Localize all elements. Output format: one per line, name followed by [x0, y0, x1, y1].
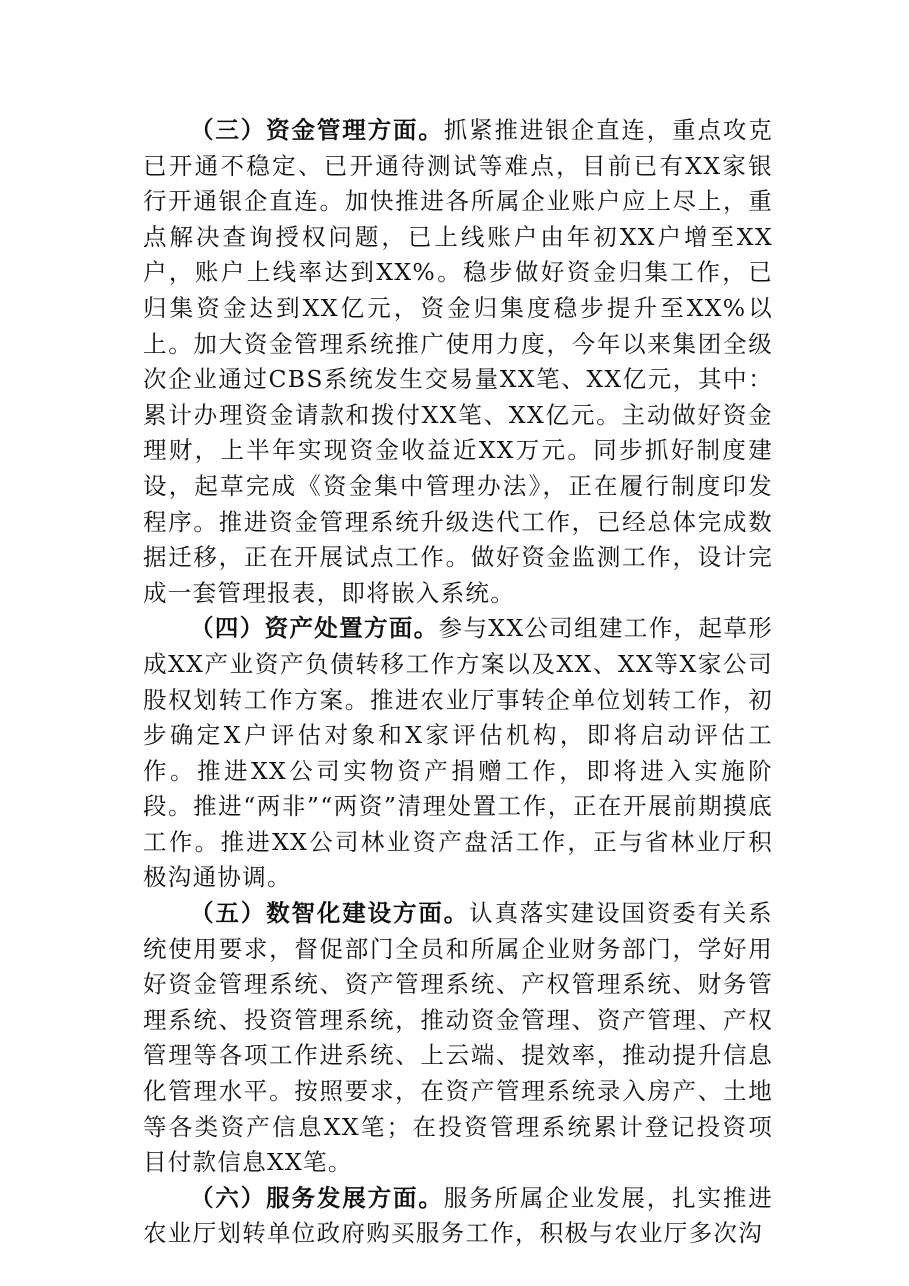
section-heading-capital-management: （三）资金管理方面。	[190, 116, 444, 144]
section-text-service-development: 服务所属企业发展，扎实推进农业厅划转单位政府购买服务工作，积极与农业厅多次沟	[143, 1183, 774, 1248]
paragraph-asset-disposal	[143, 611, 773, 896]
section-heading-digital-construction: （五）数智化建设方面。	[190, 899, 470, 928]
section-text-digital-construction: 认真落实建设国资委有关系统使用要求，督促部门全员和所属企业财务部门，学好用好资金管理系统、资产管理系统、产权管理系统、财务管理系统、投资管理系统，推动资金管理、资产管理、产权管理等各项工作进系统、上云端、提效率，推动提升信息化管理水平。按照要求，在资产管理系统录入房产、土地等各类资产信息XX笔；在投资管理系统累计登记投资项目付款信息XX笔。	[143, 899, 773, 1177]
section-heading-asset-disposal: （四）资产处置方面。	[190, 614, 439, 643]
document-body	[143, 113, 773, 1252]
section-text-capital-management: 抓紧推进银企直连，重点攻克已开通不稳定、已开通待测试等难点，目前已有XX家银行开通银企直连。加快推进各所属企业账户应上尽上，重点解决查询授权问题，已上线账户由年初XX户增至XX户，账户上线率达到XX%。稳步做好资金归集工作，已归集资金达到XX亿元，资金归集度稳步提升至XX%以上。加大资金管理系统推广使用力度，今年以来集团全级次企业通过CBS系统发生交易量XX笔、XX亿元，其中：累计办理资金请款和拨付XX笔、XX亿元。主动做好资金理财，上半年实现资金收益近XX万元。同步抓好制度建设，起草完成《资金集中管理办法》，正在履行制度印发程序。推进资金管理系统升级迭代工作，已经总体完成数据迁移，正在开展试点工作。做好资金监测工作，设计完成一套管理报表，即将嵌入系统。	[143, 116, 774, 607]
section-text-asset-disposal: 参与XX公司组建工作，起草形成XX产业资产负债转移工作方案以及XX、XX等X家公司股权划转工作方案。推进农业厅事转企单位划转工作，初步确定X户评估对象和X家评估机构，即将启动评估工作。推进XX公司实物资产捐赠工作，即将进入实施阶段。推进“两非”“两资”清理处置工作，正在开展前期摸底工作。推进XX公司林业资产盘活工作，正与省林业厅积极沟通协调。	[143, 614, 773, 892]
paragraph-capital-management	[143, 113, 773, 611]
paragraph-digital-construction	[143, 896, 773, 1181]
section-heading-service-development: （六）服务发展方面。	[190, 1183, 444, 1212]
paragraph-service-development	[143, 1181, 773, 1252]
